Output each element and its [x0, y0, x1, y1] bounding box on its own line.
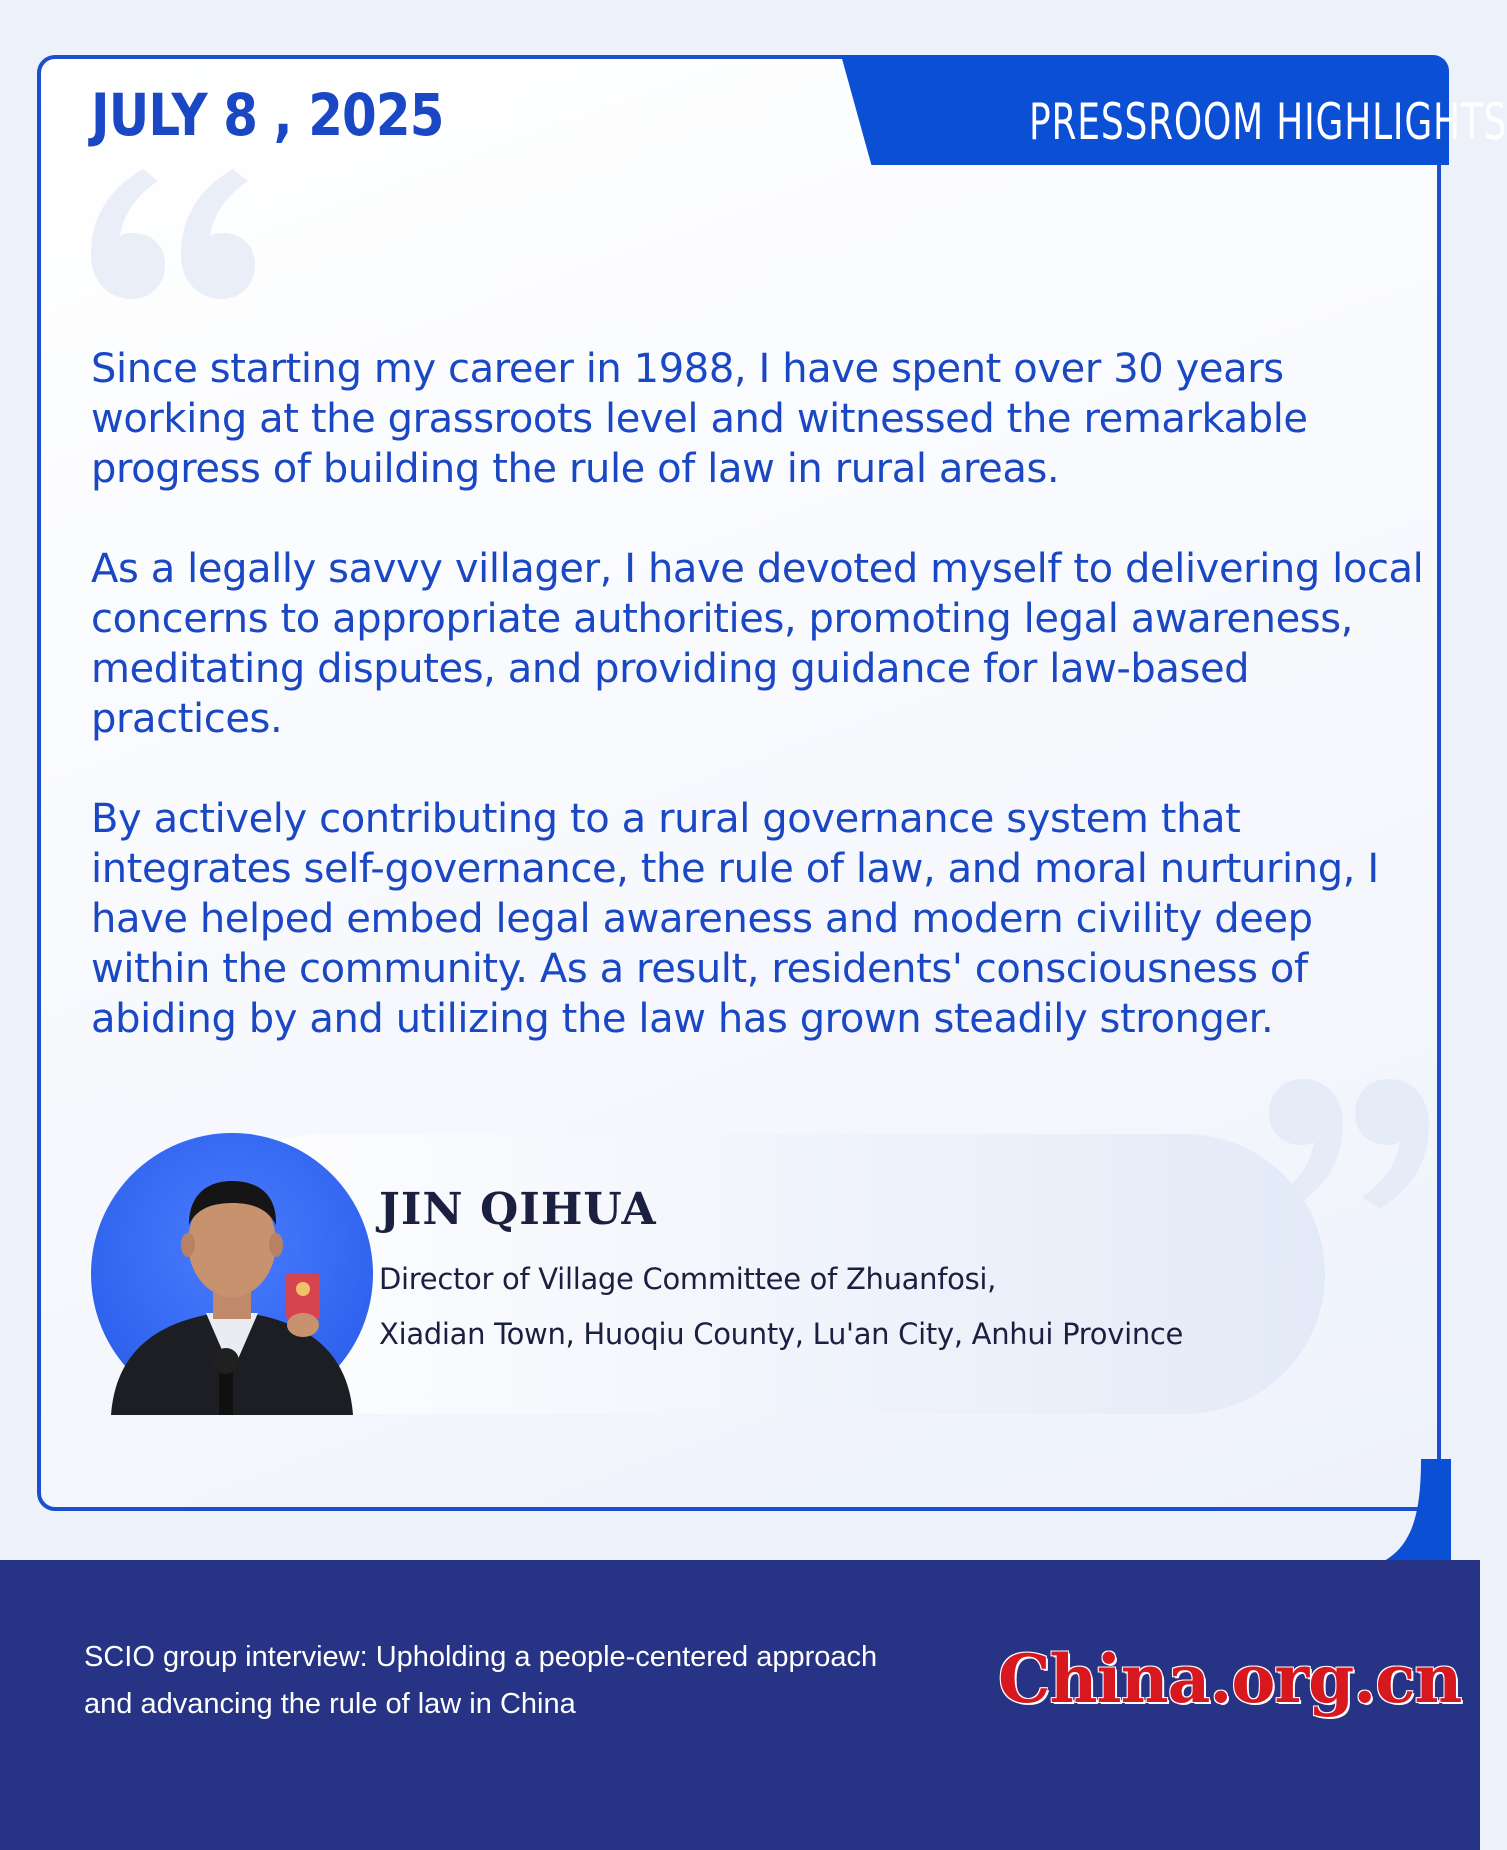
- china-org-logo[interactable]: China.org.cn: [998, 1640, 1462, 1718]
- footer-caption-line-1: SCIO group interview: Upholding a people-centered approach: [84, 1641, 878, 1673]
- quote-body: [91, 344, 1431, 1094]
- quote-paragraph-1: Since starting my career in 1988, I have spent over 30 years working at the grassroots level and witnessed the remarkable progress of building the rule of law in rural areas.: [91, 346, 1308, 492]
- section-title: PRESSROOM HIGHLIGHTS: [1029, 93, 1507, 151]
- page-curl-decoration: [1361, 1459, 1451, 1569]
- speaker-title-line-2: Xiadian Town, Huoqiu County, Lu'an City, Anhui Province: [379, 1317, 1184, 1351]
- open-quote-icon: [83, 159, 263, 309]
- speaker-name: JIN QIHUA: [379, 1184, 657, 1235]
- speaker-avatar: [91, 1133, 373, 1415]
- quote-paragraph-3: By actively contributing to a rural governance system that integrates self-governance, the rule of law, and moral nurturing, I have helped embed legal awareness and modern civility deep within the community. As a result, residents' consciousness of abiding by and utilizing the law has grown steadily stronger.: [91, 796, 1379, 1042]
- speaker-photo-icon: [91, 1133, 373, 1415]
- highlight-card: [37, 55, 1507, 1511]
- quote-paragraph-2: As a legally savvy villager, I have devoted myself to delivering local concerns to appropriate authorities, promoting legal awareness, meditating disputes, and providing guidance for law-based practices.: [91, 546, 1424, 742]
- date-label: JULY 8 , 2025: [91, 81, 444, 149]
- speaker-title-line-1: Director of Village Committee of Zhuanfosi,: [379, 1262, 997, 1296]
- footer-caption-line-2: and advancing the rule of law in China: [84, 1688, 576, 1720]
